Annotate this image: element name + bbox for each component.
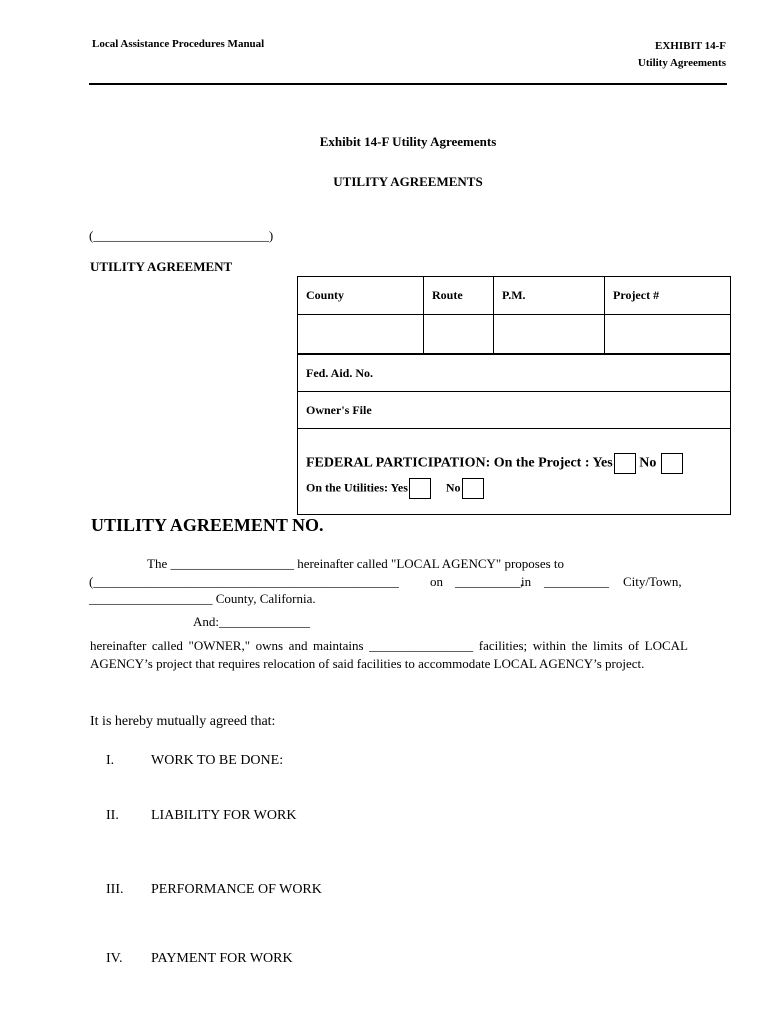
city-blank: __________ <box>544 574 609 589</box>
pm-input[interactable] <box>494 315 605 354</box>
project-header: Project # <box>605 277 731 315</box>
exhibit-subtitle: Utility Agreements <box>637 57 726 69</box>
county-line: ___________________ County, California. <box>89 591 316 606</box>
owners-file-label: Owner's File <box>306 403 372 417</box>
section-4-number: IV. <box>106 951 123 966</box>
intro-line: The ___________________ hereinafter called "LOCAL AGENCY" proposes to <box>147 556 565 571</box>
route-header: Route <box>424 277 494 315</box>
and-line <box>193 614 310 630</box>
table-header-row <box>298 277 730 315</box>
section-1-title: WORK TO BE DONE: <box>151 753 284 768</box>
in-label: in <box>521 574 532 589</box>
section-4-title: PAYMENT FOR WORK <box>151 951 293 966</box>
county-header: County <box>298 277 424 315</box>
date-blank: __________, <box>455 574 524 589</box>
section-2-number: II. <box>106 808 119 823</box>
county-input[interactable] <box>298 315 424 354</box>
exhibit-header <box>638 38 726 72</box>
manual-title: Local Assistance Procedures Manual <box>92 38 265 50</box>
blank-field-paren[interactable]: (___________________________) <box>89 228 274 243</box>
city-town-label: City/Town, <box>623 574 682 589</box>
fed-part-label: FEDERAL PARTICIPATION: On the Project : <box>306 455 590 471</box>
federal-participation-project <box>306 453 683 474</box>
project-input[interactable] <box>605 315 731 354</box>
section-3-title: PERFORMANCE OF WORK <box>151 882 322 897</box>
owner-paragraph: hereinafter called "OWNER," owns and maintains ________________ facilities; within the limits of LOCAL AGENCY’s project that requires relocation of said facilities to accommodate LOCAL AGENCY’s project. <box>90 638 688 671</box>
exhibit-number: EXHIBIT 14-F <box>654 40 726 52</box>
utility-agreement-label: UTILITY AGREEMENT <box>90 259 233 274</box>
agreement-number-title: UTILITY AGREEMENT NO. <box>91 515 324 535</box>
project-info-form <box>297 276 731 515</box>
project-yes-checkbox[interactable] <box>614 453 636 474</box>
owners-file-field[interactable] <box>298 391 730 428</box>
route-input[interactable] <box>424 315 494 354</box>
section-3-number: III. <box>106 882 124 897</box>
fed-aid-field[interactable] <box>298 354 730 391</box>
project-yes-label: Yes <box>592 455 613 471</box>
document-title: Exhibit 14-F Utility Agreements <box>319 134 497 149</box>
and-label: And: <box>193 614 219 629</box>
section-2-title: LIABILITY FOR WORK <box>151 808 297 823</box>
utilities-no-label: No <box>445 480 461 495</box>
utilities-yes-label: On the Utilities: Yes <box>306 480 408 495</box>
pm-header: P.M. <box>494 277 605 315</box>
utilities-no-checkbox[interactable] <box>462 478 484 499</box>
section-title: UTILITY AGREEMENTS <box>333 174 483 189</box>
agreed-intro: It is hereby mutually agreed that: <box>90 714 276 729</box>
federal-participation-utilities <box>306 478 484 499</box>
project-no-checkbox[interactable] <box>661 453 683 474</box>
project-no-label: No <box>639 455 657 471</box>
header-divider <box>89 83 727 85</box>
and-blank: ______________ <box>219 614 310 629</box>
proposal-blank: (_______________________________________________ <box>89 574 399 589</box>
project-info-table <box>298 277 730 354</box>
section-1-number: I. <box>106 753 115 768</box>
fed-aid-label: Fed. Aid. No. <box>306 366 374 380</box>
on-label: on <box>430 574 443 589</box>
utilities-yes-checkbox[interactable] <box>409 478 431 499</box>
table-input-row <box>298 315 730 354</box>
